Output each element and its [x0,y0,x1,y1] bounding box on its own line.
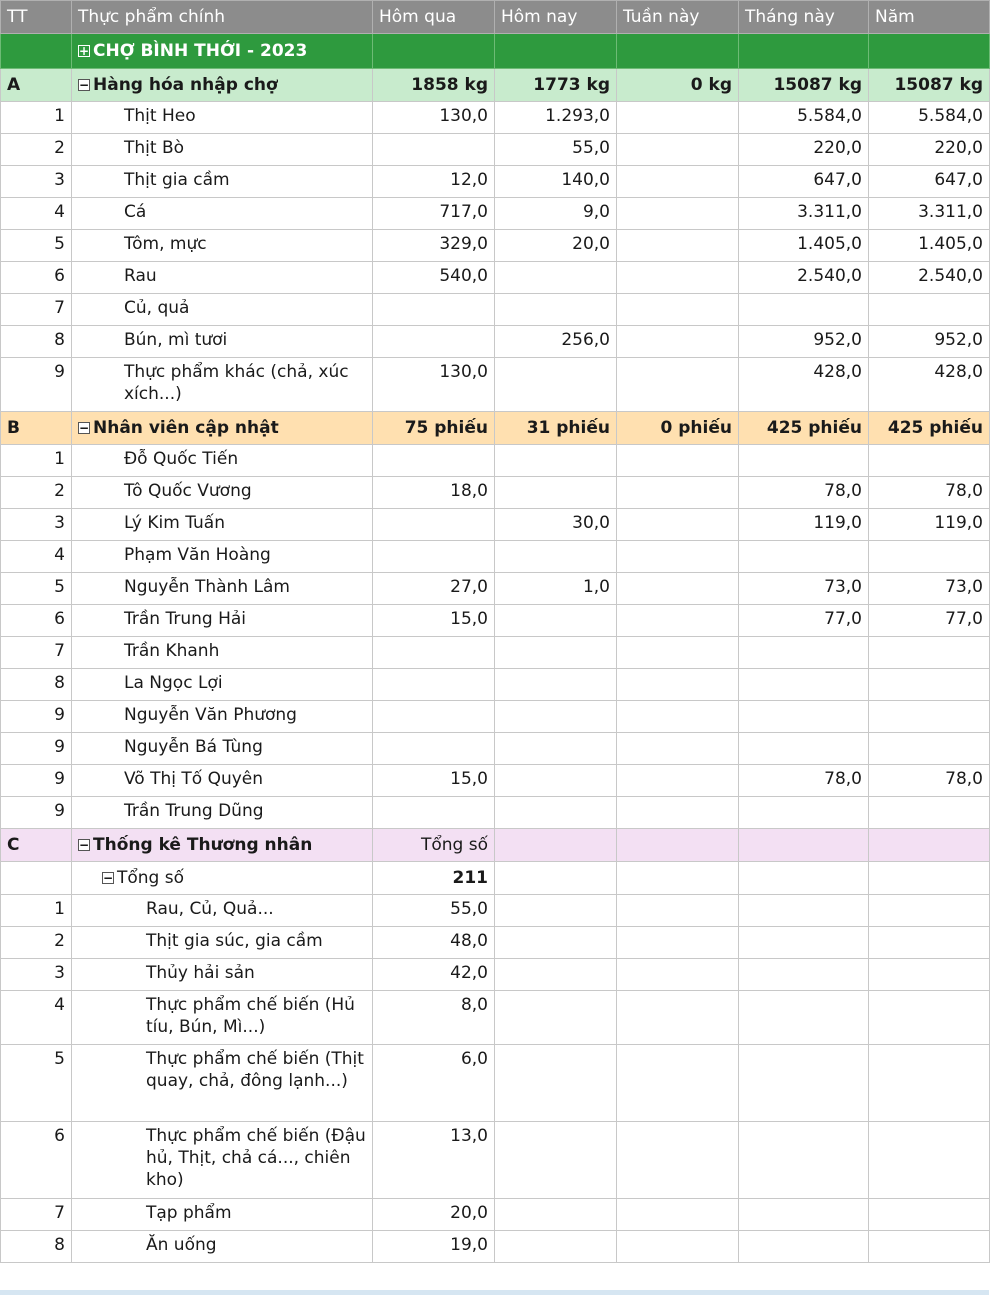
section-title: Thống kê Thương nhân [93,835,313,855]
header-row [1,1,990,34]
item-name: Rau [72,262,373,294]
table-row[interactable] [1,509,990,541]
table-row[interactable] [1,637,990,669]
column-header[interactable]: TT [1,1,72,34]
item-name: Đỗ Quốc Tiến [72,445,373,477]
item-name: Tô Quốc Vương [72,477,373,509]
trader-category: Thực phẩm chế biến (Đậu hủ, Thịt, chả cá..., chiên kho) [72,1122,373,1199]
value-cell-hn: 1,0 [495,573,617,605]
empty-cell [617,1045,739,1122]
item-name: Cá [72,198,373,230]
item-name: Thịt Bò [72,134,373,166]
value-cell-thn: 77,0 [739,605,869,637]
item-name: Lý Kim Tuấn [72,509,373,541]
section-title: Nhân viên cập nhật [93,418,279,438]
row-number: 4 [1,198,72,230]
empty-cell [869,927,990,959]
value-cell-hn [495,797,617,829]
value-cell-hn [495,262,617,294]
table-row[interactable] [1,358,990,412]
empty-cell [495,1231,617,1263]
item-name: La Ngọc Lợi [72,669,373,701]
section-total: 0 kg [617,69,739,102]
row-number: 8 [1,326,72,358]
section-code: A [1,69,72,102]
value-cell-hn: 140,0 [495,166,617,198]
value-cell-hq: 329,0 [373,230,495,262]
group-row-market [1,34,990,69]
empty-cell [869,991,990,1045]
value-cell-tn [617,294,739,326]
value-cell-hn [495,669,617,701]
table-row[interactable] [1,262,990,294]
empty-cell [495,829,617,862]
empty-cell [617,1199,739,1231]
table-row[interactable] [1,605,990,637]
section-total: 0 phiếu [617,412,739,445]
empty-cell [495,927,617,959]
table-row[interactable] [1,1122,990,1199]
empty-cell [869,862,990,895]
empty-cell [495,1045,617,1122]
value-cell-nam: 73,0 [869,573,990,605]
value-cell-tn [617,541,739,573]
item-name: Tôm, mực [72,230,373,262]
value-cell-thn [739,445,869,477]
empty-cell [869,895,990,927]
value-cell-tn [617,669,739,701]
value-cell-hq [373,445,495,477]
empty-cell [869,959,990,991]
value-cell-tn [617,509,739,541]
bottom-scroll-edge [0,1290,989,1295]
trader-category: Rau, Củ, Quả... [72,895,373,927]
empty-cell [739,829,869,862]
section-title: Hàng hóa nhập chợ [93,75,278,95]
empty-cell [739,895,869,927]
row-number: 1 [1,102,72,134]
value-cell-hq: 15,0 [373,605,495,637]
value-cell-hn [495,701,617,733]
value-cell-hq: 130,0 [373,102,495,134]
empty-cell [1,862,72,895]
item-name: Trần Trung Dũng [72,797,373,829]
value-cell-nam: 3.311,0 [869,198,990,230]
empty-cell [739,1199,869,1231]
collapse-toggle-icon[interactable]: − [79,838,90,852]
trader-count: 48,0 [373,927,495,959]
empty-cell [739,1045,869,1122]
row-number: 2 [1,927,72,959]
value-cell-thn: 3.311,0 [739,198,869,230]
value-cell-hq [373,701,495,733]
value-cell-tn [617,701,739,733]
value-cell-hq: 540,0 [373,262,495,294]
empty-cell [617,862,739,895]
table-row[interactable] [1,797,990,829]
value-cell-hq: 15,0 [373,765,495,797]
trader-count: 19,0 [373,1231,495,1263]
section-total: 15087 kg [739,69,869,102]
row-number: 5 [1,230,72,262]
table-row[interactable] [1,765,990,797]
value-cell-thn [739,701,869,733]
value-cell-nam [869,294,990,326]
value-cell-nam: 1.405,0 [869,230,990,262]
section-total: 15087 kg [869,69,990,102]
subtotal-row [1,862,990,895]
value-cell-tn [617,605,739,637]
trader-category: Thịt gia súc, gia cầm [72,927,373,959]
value-cell-hn: 20,0 [495,230,617,262]
column-header[interactable]: Hôm nay [495,1,617,34]
trader-count: 42,0 [373,959,495,991]
table-row[interactable] [1,1045,990,1122]
table-row[interactable] [1,895,990,927]
value-cell-tn [617,573,739,605]
trader-count: 20,0 [373,1199,495,1231]
trader-category: Ăn uống [72,1231,373,1263]
row-number: 4 [1,991,72,1045]
empty-cell [617,34,739,69]
empty-cell [617,1231,739,1263]
subtotal-value: 211 [373,862,495,895]
table-row[interactable] [1,927,990,959]
value-cell-nam: 428,0 [869,358,990,412]
value-cell-hq [373,797,495,829]
table-row[interactable] [1,166,990,198]
value-cell-tn [617,477,739,509]
row-number: 6 [1,262,72,294]
value-cell-hn: 256,0 [495,326,617,358]
value-cell-nam: 952,0 [869,326,990,358]
column-header[interactable]: Năm [869,1,990,34]
value-cell-hq [373,669,495,701]
section-row-a [1,69,990,102]
empty-cell [1,34,72,69]
trader-count: 55,0 [373,895,495,927]
section-title-cell [72,829,373,862]
empty-cell [869,1045,990,1122]
row-number: 4 [1,541,72,573]
empty-cell [495,1122,617,1199]
value-cell-nam: 5.584,0 [869,102,990,134]
section-total: 31 phiếu [495,412,617,445]
column-header[interactable]: Tháng này [739,1,869,34]
value-cell-thn [739,733,869,765]
item-name: Phạm Văn Hoàng [72,541,373,573]
column-label-total: Tổng số [373,829,495,862]
table-row[interactable] [1,198,990,230]
row-number: 9 [1,765,72,797]
value-cell-nam: 220,0 [869,134,990,166]
value-cell-tn [617,102,739,134]
value-cell-nam [869,797,990,829]
item-name: Võ Thị Tố Quyên [72,765,373,797]
item-name: Nguyễn Văn Phương [72,701,373,733]
item-name: Thực phẩm khác (chả, xúc xích...) [72,358,373,412]
value-cell-thn: 428,0 [739,358,869,412]
value-cell-nam: 77,0 [869,605,990,637]
row-number: 5 [1,573,72,605]
table-row[interactable] [1,541,990,573]
section-total: 75 phiếu [373,412,495,445]
table-row[interactable] [1,573,990,605]
table-row[interactable] [1,102,990,134]
item-name: Trần Trung Hải [72,605,373,637]
row-number: 7 [1,1199,72,1231]
empty-cell [739,862,869,895]
empty-cell [617,959,739,991]
value-cell-hn [495,294,617,326]
value-cell-hn [495,637,617,669]
value-cell-tn [617,765,739,797]
row-number: 8 [1,669,72,701]
empty-cell [495,1199,617,1231]
table-body [1,34,990,1263]
value-cell-thn [739,797,869,829]
empty-cell [617,829,739,862]
empty-cell [869,829,990,862]
table-row[interactable] [1,134,990,166]
section-title-cell [72,412,373,445]
value-cell-hn: 55,0 [495,134,617,166]
section-total: 425 phiếu [739,412,869,445]
row-number: 7 [1,637,72,669]
empty-cell [617,895,739,927]
empty-cell [495,991,617,1045]
column-header[interactable]: Tuần này [617,1,739,34]
collapse-toggle-icon[interactable]: − [79,421,90,435]
value-cell-tn [617,262,739,294]
value-cell-nam [869,445,990,477]
empty-cell [495,959,617,991]
item-name: Thịt Heo [72,102,373,134]
value-cell-nam [869,637,990,669]
column-header[interactable]: Thực phẩm chính [72,1,373,34]
table-row[interactable] [1,230,990,262]
value-cell-tn [617,637,739,669]
empty-cell [739,1122,869,1199]
row-number: 2 [1,134,72,166]
value-cell-thn: 952,0 [739,326,869,358]
table-row[interactable] [1,701,990,733]
column-header[interactable]: Hôm qua [373,1,495,34]
value-cell-tn [617,733,739,765]
value-cell-hq: 27,0 [373,573,495,605]
empty-cell [739,991,869,1045]
item-name: Bún, mì tươi [72,326,373,358]
trader-category: Thực phẩm chế biến (Thịt quay, chả, đông lạnh...) [72,1045,373,1122]
value-cell-nam: 647,0 [869,166,990,198]
value-cell-hq [373,294,495,326]
value-cell-nam [869,701,990,733]
empty-cell [739,959,869,991]
value-cell-thn [739,541,869,573]
value-cell-hn [495,445,617,477]
trader-category: Thực phẩm chế biến (Hủ tíu, Bún, Mì...) [72,991,373,1045]
row-number: 6 [1,1122,72,1199]
row-number: 8 [1,1231,72,1263]
value-cell-hn [495,477,617,509]
section-total: 425 phiếu [869,412,990,445]
section-row-b [1,412,990,445]
trader-count: 8,0 [373,991,495,1045]
group-title-cell [72,34,373,69]
row-number: 1 [1,445,72,477]
row-number: 9 [1,701,72,733]
row-number: 9 [1,358,72,412]
item-name: Nguyễn Bá Tùng [72,733,373,765]
empty-cell [373,34,495,69]
empty-cell [739,1231,869,1263]
table-row[interactable] [1,991,990,1045]
value-cell-nam [869,541,990,573]
value-cell-tn [617,166,739,198]
value-cell-nam: 78,0 [869,765,990,797]
value-cell-tn [617,797,739,829]
table-row[interactable] [1,959,990,991]
value-cell-nam: 78,0 [869,477,990,509]
table-row[interactable] [1,1199,990,1231]
item-name: Trần Khanh [72,637,373,669]
value-cell-thn: 2.540,0 [739,262,869,294]
value-cell-hq [373,134,495,166]
value-cell-thn: 73,0 [739,573,869,605]
subtotal-label-cell [72,862,373,895]
value-cell-hn [495,358,617,412]
empty-cell [495,34,617,69]
value-cell-thn: 220,0 [739,134,869,166]
table-row[interactable] [1,294,990,326]
subtotal-label: Tổng số [117,868,185,888]
value-cell-thn: 119,0 [739,509,869,541]
value-cell-hq [373,326,495,358]
value-cell-tn [617,326,739,358]
value-cell-hq: 130,0 [373,358,495,412]
section-total: 1858 kg [373,69,495,102]
table-row[interactable] [1,445,990,477]
value-cell-thn [739,294,869,326]
empty-cell [495,862,617,895]
table-row[interactable] [1,326,990,358]
empty-cell [617,1122,739,1199]
trader-count: 13,0 [373,1122,495,1199]
value-cell-nam: 119,0 [869,509,990,541]
value-cell-thn: 78,0 [739,477,869,509]
value-cell-hn: 30,0 [495,509,617,541]
value-cell-tn [617,230,739,262]
section-code: C [1,829,72,862]
value-cell-hq [373,509,495,541]
group-title: CHỢ BÌNH THỚI - 2023 [93,41,308,61]
value-cell-hq [373,637,495,669]
value-cell-thn: 78,0 [739,765,869,797]
value-cell-nam [869,733,990,765]
item-name: Nguyễn Thành Lâm [72,573,373,605]
row-number: 3 [1,959,72,991]
value-cell-tn [617,445,739,477]
table-row[interactable] [1,669,990,701]
value-cell-thn: 5.584,0 [739,102,869,134]
value-cell-hq: 12,0 [373,166,495,198]
row-number: 6 [1,605,72,637]
value-cell-hq: 717,0 [373,198,495,230]
value-cell-hn [495,541,617,573]
value-cell-hn [495,605,617,637]
table-row[interactable] [1,1231,990,1263]
value-cell-nam [869,669,990,701]
row-number: 5 [1,1045,72,1122]
value-cell-tn [617,134,739,166]
value-cell-hn: 9,0 [495,198,617,230]
row-number: 7 [1,294,72,326]
section-code: B [1,412,72,445]
section-title-cell [72,69,373,102]
empty-cell [739,927,869,959]
row-number: 9 [1,797,72,829]
row-number: 9 [1,733,72,765]
value-cell-hn: 1.293,0 [495,102,617,134]
row-number: 3 [1,166,72,198]
value-cell-nam: 2.540,0 [869,262,990,294]
table-row[interactable] [1,733,990,765]
trader-category: Thủy hải sản [72,959,373,991]
value-cell-tn [617,358,739,412]
value-cell-thn [739,669,869,701]
section-total: 1773 kg [495,69,617,102]
value-cell-thn: 647,0 [739,166,869,198]
value-cell-tn [617,198,739,230]
collapse-toggle-icon[interactable]: − [103,871,114,885]
value-cell-hn [495,765,617,797]
empty-cell [617,991,739,1045]
empty-cell [869,34,990,69]
row-number: 2 [1,477,72,509]
empty-cell [739,34,869,69]
table-row[interactable] [1,477,990,509]
trader-count: 6,0 [373,1045,495,1122]
empty-cell [869,1122,990,1199]
value-cell-hq: 18,0 [373,477,495,509]
value-cell-hq [373,541,495,573]
expand-toggle-icon[interactable]: + [79,44,90,58]
empty-cell [617,927,739,959]
empty-cell [869,1231,990,1263]
value-cell-hn [495,733,617,765]
section-row-c [1,829,990,862]
item-name: Củ, quả [72,294,373,326]
row-number: 3 [1,509,72,541]
value-cell-hq [373,733,495,765]
value-cell-thn [739,637,869,669]
item-name: Thịt gia cầm [72,166,373,198]
empty-cell [495,895,617,927]
value-cell-thn: 1.405,0 [739,230,869,262]
trader-category: Tạp phẩm [72,1199,373,1231]
row-number: 1 [1,895,72,927]
empty-cell [869,1199,990,1231]
collapse-toggle-icon[interactable]: − [79,78,90,92]
